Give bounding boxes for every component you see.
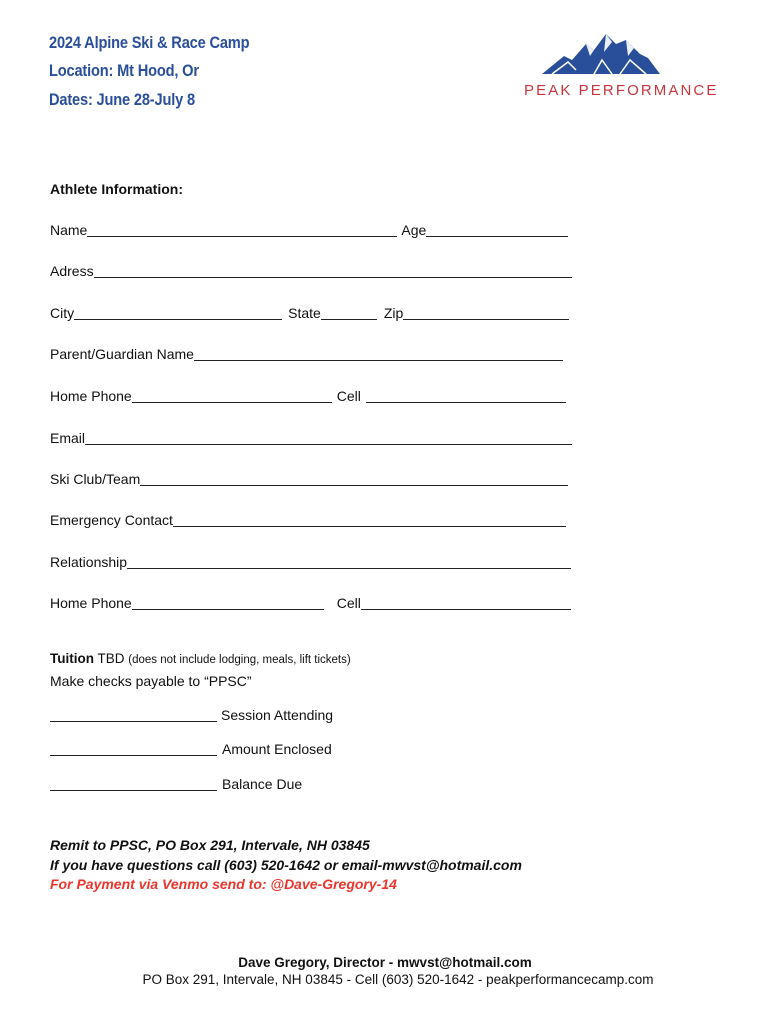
balance-field[interactable] [50,776,217,791]
phone2-row [50,595,571,611]
name-label: Name [50,222,88,238]
age-label: Age [401,222,427,238]
footer-address: PO Box 291, Intervale, NH 03845 - Cell (603) 520-1642 - peakperformancecamp.com [142,972,654,987]
parent-label: Parent/Guardian Name [50,346,194,362]
club-field[interactable] [140,471,568,486]
tuition-line [50,651,351,666]
amount-row [50,741,332,757]
remit-block [50,836,522,895]
session-row [50,707,333,723]
emergency-label: Emergency Contact [50,512,173,528]
home-phone2-label: Home Phone [50,595,132,611]
amount-field[interactable] [50,741,217,756]
brand-name: PEAK PERFORMANCE [524,82,719,99]
city-field[interactable] [74,305,282,320]
address-field[interactable] [94,263,572,278]
age-field[interactable] [426,222,568,237]
tuition-value: TBD [97,651,125,666]
camp-title: 2024 Alpine Ski & Race Camp [49,33,250,52]
remit-address: Remit to PPSC, PO Box 291, Intervale, NH 03845 [50,837,370,853]
city-state-zip-row [50,305,569,321]
email-row [50,430,572,446]
address-row [50,263,572,279]
relationship-field[interactable] [127,554,571,569]
state-label: State [288,305,321,321]
parent-field[interactable] [194,346,563,361]
session-label: Session Attending [221,707,334,723]
address-label: Adress [50,263,94,279]
camp-location: Location: Mt Hood, Or [49,61,199,80]
footer-director: Dave Gregory, Director - mwvst@hotmail.com [238,955,532,970]
club-row [50,471,568,487]
phone-row [50,388,566,404]
tuition-note: (does not include lodging, meals, lift tickets) [128,654,351,666]
remit-questions: If you have questions call (603) 520-1642 or email-mwvst@hotmail.com [50,856,522,873]
session-field[interactable] [50,707,217,722]
home-phone-label: Home Phone [50,388,132,404]
state-field[interactable] [321,305,377,320]
email-label: Email [50,430,86,446]
cell-label: Cell [336,388,361,404]
home-phone2-field[interactable] [132,595,324,610]
cell2-field[interactable] [361,595,571,610]
athlete-section-title: Athlete Information: [50,181,183,197]
checks-payable: Make checks payable to “PPSC” [50,673,252,689]
name-field[interactable] [87,222,397,237]
relationship-label: Relationship [50,554,128,570]
emergency-field[interactable] [173,512,566,527]
home-phone-field[interactable] [132,388,332,403]
cell2-label: Cell [336,595,361,611]
peak-performance-logo [524,30,719,99]
zip-field[interactable] [403,305,569,320]
zip-label: Zip [383,305,404,321]
tuition-label: Tuition [50,651,94,666]
balance-label: Balance Due [222,776,303,792]
parent-row [50,346,563,362]
name-age-row [50,222,568,238]
email-field[interactable] [85,430,572,445]
mountain-logo-icon [542,30,660,78]
cell-field[interactable] [366,388,566,403]
balance-row [50,776,302,792]
city-label: City [50,305,75,321]
club-label: Ski Club/Team [50,471,141,487]
emergency-row [50,512,566,528]
amount-label: Amount Enclosed [222,741,332,757]
venmo-note: For Payment via Venmo send to: @Dave-Gregory-14 [50,876,397,892]
relationship-row [50,554,571,570]
camp-dates: Dates: June 28-July 8 [49,90,195,109]
